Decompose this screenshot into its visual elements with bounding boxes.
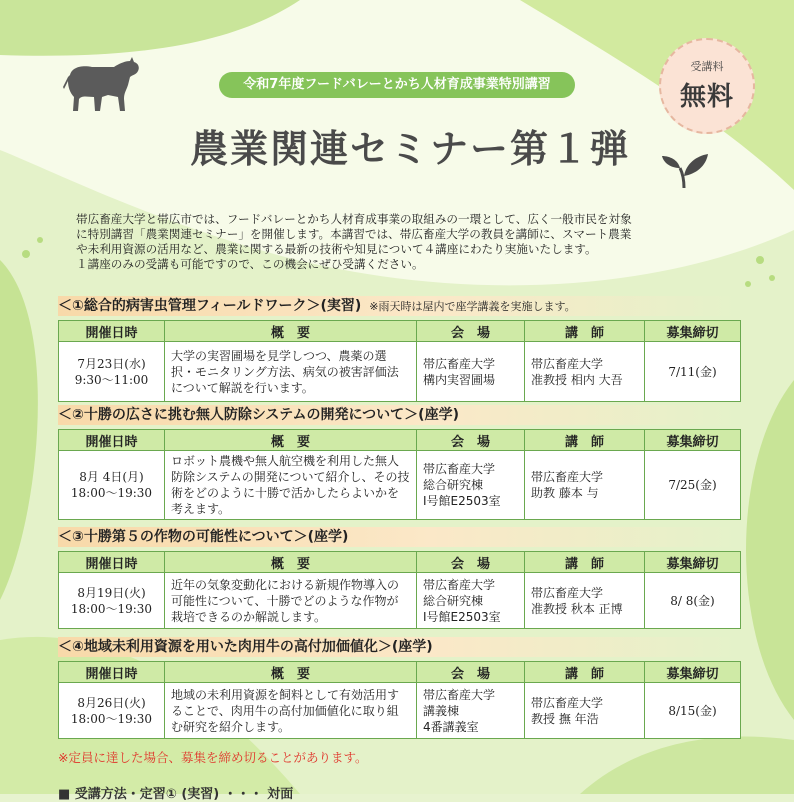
session-date-cell — [59, 683, 165, 739]
badge-label: 無料 — [679, 82, 734, 112]
event-banner: 令和7年度フードバレーとかち人材育成事業特別講習 — [219, 72, 575, 98]
header-lecturer: 講 師 — [525, 321, 645, 342]
header-venue: 会 場 — [417, 430, 525, 451]
session-1-table — [58, 320, 741, 402]
session-lecturer — [525, 451, 645, 520]
session-title: ＜④地域未利用資源を用いた肉用牛の高付加価値化＞(座学) — [58, 639, 433, 655]
venue-line: Ⅰ号館E2503室 — [423, 494, 501, 508]
venue-line: 4番講義室 — [423, 719, 479, 734]
session-lecturer — [525, 683, 645, 739]
header-venue: 会 場 — [417, 662, 525, 683]
session-date: 8月26日(火) — [77, 695, 146, 710]
table-header-row — [59, 430, 741, 451]
header-venue: 会 場 — [417, 321, 525, 342]
session-time: 18:00～19:30 — [70, 601, 153, 616]
header-deadline: 募集締切 — [645, 430, 741, 451]
venue-line: 帯広畜産大学 — [423, 687, 496, 702]
table-row — [59, 573, 741, 629]
session-note: ※雨天時は屋内で座学講義を実施します。 — [369, 300, 576, 313]
intro-line: １講座のみの受講も可能ですので、この機会にぜひ受講ください。 — [76, 257, 424, 271]
lecturer-line: 教授 撫 年浩 — [531, 711, 599, 726]
attendance-method-heading: ■ 受講方法・定習① (実習) ・・・ 対面 — [58, 787, 294, 802]
lecturer-line: 帯広畜産大学 — [531, 356, 604, 371]
session-deadline: 7/25(金) — [645, 451, 741, 520]
session-deadline: 8/ 8(金) — [645, 573, 741, 629]
table-header-row — [59, 552, 741, 573]
session-overview: 地域の未利用資源を飼料として有効活用することで、肉用牛の高付加価値化に取り組む研究を紹介します。 — [165, 683, 417, 739]
session-date: 8月 4日(月) — [79, 470, 144, 484]
free-admission-badge — [659, 38, 755, 134]
capacity-note: ※定員に達した場合、募集を締め切ることがあります。 — [58, 750, 368, 765]
lecturer-line: 帯広畜産大学 — [531, 695, 604, 710]
header-overview: 概 要 — [165, 552, 417, 573]
venue-line: 総合研究棟 — [423, 593, 484, 608]
cow-icon — [62, 55, 142, 115]
session-overview: 近年の気象変動化における新規作物導入の可能性について、十勝でどのような作物が栽培できるのか解説します。 — [165, 573, 417, 629]
header-date: 開催日時 — [59, 321, 165, 342]
intro-line: 帯広畜産大学と帯広市では、フードバレーとかち人材育成事業の取組みの一環として、広く一般市民を対象 — [76, 212, 632, 226]
session-deadline: 7/11(金) — [645, 342, 741, 402]
session-date-cell — [59, 451, 165, 520]
header-deadline: 募集締切 — [645, 662, 741, 683]
session-4-heading — [58, 637, 738, 657]
session-date: 7月23日(水) — [77, 356, 146, 371]
session-2-heading — [58, 405, 738, 425]
intro-line: に特別講習「農業関連セミナー」を開催します。本講習では、帯広畜産大学の教員を講師に、スマート農業 — [76, 227, 632, 241]
header-deadline: 募集締切 — [645, 552, 741, 573]
session-date-cell — [59, 342, 165, 402]
session-time: 9:30～11:00 — [74, 372, 149, 387]
venue-line: 帯広畜産大学 — [423, 462, 496, 476]
session-lecturer — [525, 573, 645, 629]
intro-paragraph — [76, 212, 726, 272]
session-overview: 大学の実習圃場を見学しつつ、農薬の選択・モニタリング方法、病気の被害評価法について解説を行います。 — [165, 342, 417, 402]
session-3-heading — [58, 527, 738, 547]
lecturer-line: 准教授 秋本 正博 — [531, 601, 623, 616]
lecturer-line: 帯広畜産大学 — [531, 470, 604, 484]
venue-line: 帯広畜産大学 — [423, 356, 496, 371]
table-header-row — [59, 662, 741, 683]
session-date-cell — [59, 573, 165, 629]
session-title: ＜②十勝の広さに挑む無人防除システムの開発について＞(座学) — [58, 407, 459, 423]
session-overview: ロボット農機や無人航空機を利用した無人防除システムの開発について紹介し、その技術をどのように十勝で活かしたらよいかを考えます。 — [165, 451, 417, 520]
lecturer-line: 助教 藤本 与 — [531, 486, 599, 500]
session-venue — [417, 342, 525, 402]
session-title: ＜③十勝第５の作物の可能性について＞(座学) — [58, 529, 349, 545]
lecturer-line: 帯広畜産大学 — [531, 585, 604, 600]
lecturer-line: 准教授 相内 大吾 — [531, 372, 623, 387]
session-2-table — [58, 429, 741, 520]
table-header-row — [59, 321, 741, 342]
header-venue: 会 場 — [417, 552, 525, 573]
header-overview: 概 要 — [165, 662, 417, 683]
table-row — [59, 342, 741, 402]
header-overview: 概 要 — [165, 321, 417, 342]
table-row — [59, 683, 741, 739]
header-date: 開催日時 — [59, 430, 165, 451]
venue-line: 講義棟 — [423, 703, 460, 718]
session-time: 18:00～19:30 — [70, 486, 153, 500]
header-lecturer: 講 師 — [525, 552, 645, 573]
page-title: 農業関連セミナー第１弾 — [189, 126, 630, 171]
venue-line: 構内実習圃場 — [423, 372, 496, 387]
session-venue — [417, 451, 525, 520]
intro-line: や未利用資源の活用など、農業に関する最新の技術や知見について４講座にわたり実施いたします。 — [76, 242, 597, 256]
table-row — [59, 451, 741, 520]
session-date: 8月19日(火) — [77, 585, 146, 600]
venue-line: 帯広畜産大学 — [423, 577, 496, 592]
header-deadline: 募集締切 — [645, 321, 741, 342]
venue-line: 総合研究棟 — [423, 478, 484, 492]
session-lecturer — [525, 342, 645, 402]
session-3-table — [58, 551, 741, 629]
session-1-heading — [58, 296, 738, 316]
session-venue — [417, 573, 525, 629]
badge-caption: 受講料 — [690, 60, 724, 73]
header-date: 開催日時 — [59, 662, 165, 683]
session-venue — [417, 683, 525, 739]
session-deadline: 8/15(金) — [645, 683, 741, 739]
session-4-table — [58, 661, 741, 739]
header-lecturer: 講 師 — [525, 430, 645, 451]
session-title: ＜①総合的病害虫管理フィールドワーク＞(実習) — [58, 298, 362, 314]
header-lecturer: 講 師 — [525, 662, 645, 683]
session-time: 18:00～19:30 — [70, 711, 153, 726]
header-overview: 概 要 — [165, 430, 417, 451]
venue-line: Ⅰ号館E2503室 — [423, 609, 501, 624]
header-date: 開催日時 — [59, 552, 165, 573]
